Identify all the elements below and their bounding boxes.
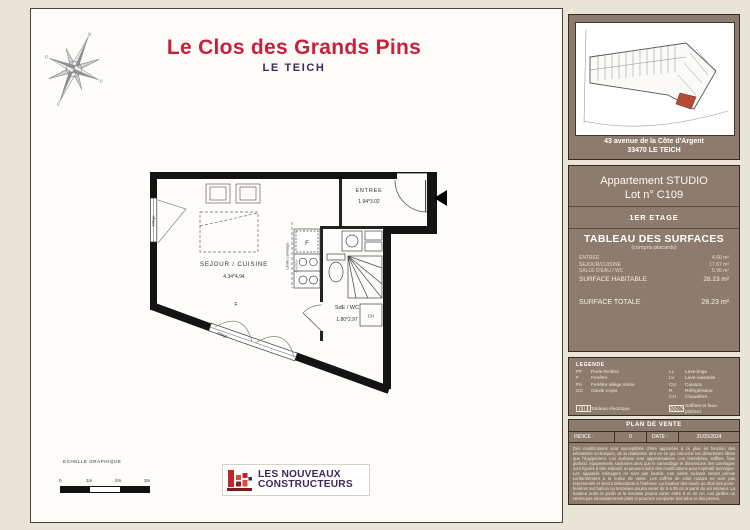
limite-carrelage-label: Limite carrelage bbox=[285, 242, 290, 270]
surface-value: 5.96 m² bbox=[712, 268, 729, 274]
window-f-label: F bbox=[234, 302, 238, 308]
logo-blocks-icon bbox=[227, 468, 253, 492]
unit-info-panel bbox=[568, 165, 740, 352]
scale-tick: 2m bbox=[115, 478, 122, 483]
legend-abbr: F bbox=[576, 376, 579, 382]
legend-abbr: PF bbox=[576, 370, 583, 375]
unit-lot: Lot n° C109 bbox=[624, 189, 684, 201]
entrance-door bbox=[395, 180, 427, 212]
left-window bbox=[150, 198, 186, 243]
surface-label: SURFACE TOTALE bbox=[579, 298, 641, 306]
plan-de-vente-panel bbox=[568, 419, 740, 505]
legend-row bbox=[576, 395, 732, 401]
entree-label: ENTREE bbox=[355, 188, 383, 194]
fridge-label: F bbox=[305, 241, 309, 247]
scale-seg bbox=[90, 487, 119, 492]
surface-label: SALLE D'EAU / WC bbox=[579, 268, 624, 274]
surface-label: SEJOUR/CUISINE bbox=[579, 261, 621, 268]
surface-value: 17.67 m² bbox=[709, 261, 729, 268]
scale-tick: 1m bbox=[86, 478, 93, 483]
sde-label: SdE / WC bbox=[334, 305, 360, 311]
toilet-icon bbox=[327, 254, 345, 260]
unit-floor: 1ER ETAGE bbox=[629, 213, 679, 222]
legend-label: Lave-vaisselle bbox=[685, 376, 716, 382]
scale-seg bbox=[61, 487, 90, 492]
site-map bbox=[575, 22, 735, 136]
legend-label: Tableau électrique bbox=[591, 407, 630, 413]
scale-bar-title: ECHELLE GRAPHIQUE bbox=[63, 459, 122, 464]
cuisson-label: CUISSON bbox=[294, 259, 299, 273]
logo-line2: CONSTRUCTEURS bbox=[258, 479, 353, 490]
page-title: Le Clos des Grands Pins bbox=[166, 36, 422, 59]
scale-seg bbox=[120, 487, 149, 492]
sejour-label: SEJOUR / CUISINE bbox=[199, 261, 269, 268]
surface-totale-row bbox=[569, 298, 739, 307]
soffit-hatch-icon bbox=[669, 405, 684, 412]
room-labels bbox=[200, 188, 383, 323]
scale-bar-rule bbox=[60, 486, 150, 493]
surface-value: 28.23 m² bbox=[703, 275, 729, 283]
page-subtitle: LE TEICH bbox=[262, 62, 326, 74]
developer-logo bbox=[222, 464, 370, 496]
legend-abbr: LL bbox=[669, 370, 675, 375]
legal-text: Des modifications sont susceptibles d'être apportées à ce plan en fonction des nécessités techniques, de la réalisation tant en ce qui concerne les dimensions libres que l'équipement. Les surfaces sont approximatives. Les retombées, soffites, faux plafond, équipements sanitaires ainsi que le camouflage et dimensions des carrelages sont figurés à titre indicatif, et peuvent subir des modifications pour impératif technique. Les appareils ménagers ne sont pas fournis. Les volets roulants seront prévus conformément à la notice de vente. Les coffres de volet roulant ne sont pas représentés et seront débordants à l'intérieur. La hauteur des seuils au droit des porte-fenêtres sur balcon ou terrasses pourra varier de 5 à 35 cm à partir du sol intérieur. La hauteur entre le jardin et la terrasse pourra varier entre 9 et 40 cm. Les jardins ne seront pas nécessairement plats et pourront comporter des talus et des pentes. bbox=[573, 446, 735, 501]
allege-bottom-label: Allège bbox=[216, 330, 229, 339]
compass-e: E bbox=[99, 78, 104, 85]
scale-tick: 0 bbox=[59, 478, 62, 483]
legend-label: Réfrigérateur bbox=[685, 388, 713, 394]
boiler-label: CH bbox=[367, 313, 375, 319]
surfaces-subtitle: (compris placards) bbox=[631, 245, 677, 251]
legend-label: Cuisson bbox=[685, 382, 703, 388]
title-block bbox=[164, 36, 424, 74]
surface-label: ENTREE bbox=[579, 255, 600, 261]
date-value: 31/05/2024 bbox=[696, 434, 722, 440]
kitchen bbox=[286, 222, 321, 288]
bed-outline bbox=[200, 212, 258, 252]
furniture bbox=[200, 184, 260, 252]
washbasin-icon bbox=[342, 231, 362, 251]
legend-abbr: PA bbox=[576, 382, 583, 388]
legend-abbr: LV bbox=[669, 376, 675, 382]
scale-bar bbox=[55, 455, 165, 500]
allege-left-label: Allège bbox=[150, 215, 156, 227]
indice-date-row bbox=[569, 432, 739, 443]
bottom-window bbox=[209, 302, 298, 361]
indice-value: 0 bbox=[615, 432, 647, 442]
legend-label: Garde corps bbox=[591, 388, 618, 394]
legend-abbr: GC bbox=[576, 388, 584, 394]
surface-value: 4.60 m² bbox=[712, 255, 729, 261]
compass-icon bbox=[42, 30, 106, 108]
legend-abbr: CH bbox=[669, 395, 676, 401]
compass-n: N bbox=[86, 31, 92, 38]
date-label: DATE : bbox=[647, 432, 679, 442]
legend-label: Soffites et faux-plafond bbox=[685, 403, 719, 416]
bathroom bbox=[327, 231, 382, 326]
entree-dims: 1.94*3.02 bbox=[358, 199, 380, 205]
bathroom-door bbox=[303, 305, 322, 331]
compass-o: O bbox=[43, 53, 50, 60]
plan-de-vente-title: PLAN DE VENTE bbox=[569, 420, 739, 432]
site-map-panel bbox=[568, 14, 740, 160]
surface-value: 28.23 m² bbox=[701, 298, 729, 306]
surface-label: SURFACE HABITABLE bbox=[579, 275, 647, 283]
legend-abbr: CU bbox=[669, 382, 676, 388]
sde-dims: 1.80*2.97 bbox=[336, 317, 358, 323]
scale-tick: 3m bbox=[144, 478, 151, 483]
address-line1: 43 avenue de la Côte d'Argent bbox=[604, 138, 704, 145]
legend-abbr: R bbox=[669, 388, 673, 394]
legend-label: Lave-linge bbox=[685, 370, 708, 375]
electrical-panel-icon bbox=[576, 405, 591, 412]
indice-label: INDICE : bbox=[569, 432, 615, 442]
legend-label: Fenêtre bbox=[591, 376, 608, 382]
compass-s: S bbox=[55, 101, 61, 108]
unit-type: Appartement STUDIO bbox=[600, 175, 708, 187]
legend-title: LEGENDE bbox=[576, 362, 605, 368]
surface-habitable-row bbox=[569, 276, 739, 284]
surface-row bbox=[569, 268, 739, 275]
legend-label: Chaudière bbox=[685, 395, 708, 401]
legend-label: Porte-fenêtre bbox=[591, 370, 619, 375]
sejour-dims: 4.34*4.94 bbox=[223, 274, 245, 280]
legend-label: Fenêtre allège vitrée bbox=[591, 382, 635, 388]
floor-plan bbox=[138, 165, 458, 405]
address-line2: 33470 LE TEICH bbox=[627, 147, 681, 154]
legend-panel bbox=[568, 357, 740, 416]
surfaces-title: TABLEAU DES SURFACES bbox=[584, 233, 724, 245]
legend-icons-row bbox=[576, 404, 732, 417]
logo-line1: LES NOUVEAUX bbox=[258, 468, 341, 480]
